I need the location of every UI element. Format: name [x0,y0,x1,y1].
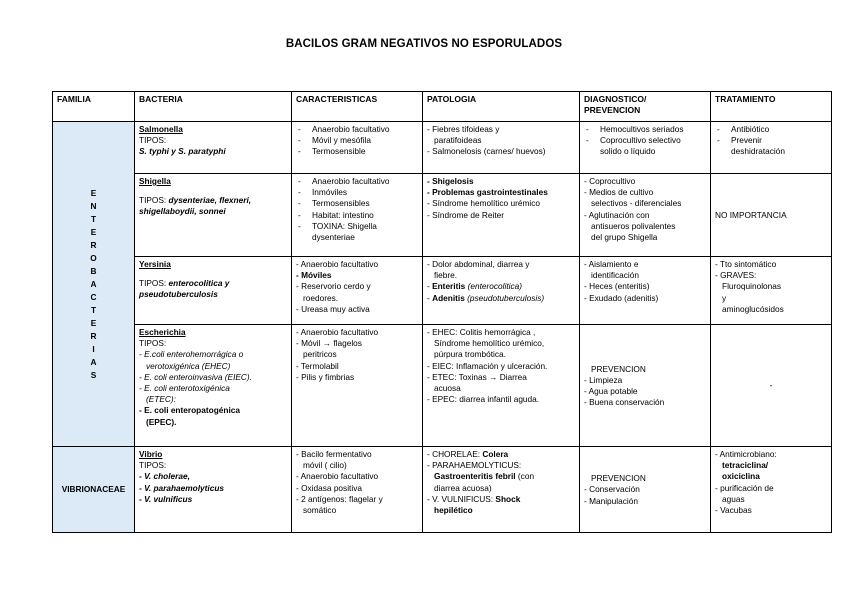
page-title: BACILOS GRAM NEGATIVOS NO ESPORULADOS [285,38,563,50]
pat-shigella: - Shigelosis - Problemas gastrointestinales - Síndrome hemolítico urémico - Síndrome de Reiter [423,174,580,257]
bacteria-table [52,91,832,533]
diag-escherichia: PREVENCION - Limpieza - Agua potable - Buena conservación [580,325,711,447]
bacteria-vibrio: Vibrio TIPOS: - V. cholerae, - V. parahaemolyticus - V. vulnificus [135,447,292,533]
trat-escherichia: - [711,325,832,447]
car-yersinia: - Anaerobio facultativo - Móviles - Reservorio cerdo y roedores. - Ureasa muy activa [292,257,423,325]
header-familia: FAMILIA [53,92,135,122]
row-salmonella [53,122,832,174]
pat-vibrio: - CHORELAE: Colera - PARAHAEMOLYTICUS: Gastroenteritis febril (con diarrea acuosa) - V. VULNIFICUS: Shock hepilético [423,447,580,533]
bacteria-yersinia: Yersinia TIPOS: enterocolitica y pseudotuberculosis [135,257,292,325]
car-salmonella: - Anaerobio facultativo - Móvil y mesófila - Termosensible [292,122,423,174]
header-bacteria: BACTERIA [135,92,292,122]
pat-salmonella: - Fiebres tifoideas y paratifoideas - Salmonelosis (carnes/ huevos) [423,122,580,174]
diag-salmonella: - Hemocultivos seriados - Coprocultivo selectivo solido o líquido [580,122,711,174]
pat-escherichia: - EHEC: Colitis hemorrágica , Síndrome hemolítico urémico, púrpura trombótica. - EIEC: Inflamación y ulceración. - ETEC: Toxinas → Diarrea acuosa - EPEC: diarrea infantil aguda. [423,325,580,447]
header-patologia: PATOLOGIA [423,92,580,122]
row-shigella [53,174,832,257]
trat-salmonella: - Antibiótico - Prevenir deshidratación [711,122,832,174]
header-tratamiento: TRATAMIENTO [711,92,832,122]
pat-yersinia: - Dolor abdominal, diarrea y fiebre. - Enteritis (enterocolitica) - Adenitis (pseudotuberculosis) [423,257,580,325]
diag-vibrio: PREVENCION - Conservación - Manipulación [580,447,711,533]
row-yersinia [53,257,832,325]
trat-vibrio: - Antimicrobiano: tetraciclina/ oxiciclina - purificación de aguas - Vacubas [711,447,832,533]
car-escherichia: - Anaerobio facultativo - Móvil → flagelos peritricos - Termolabil - Pilis y fimbrias [292,325,423,447]
diag-shigella: - Coprocultivo - Medios de cultivo selectivos - diferenciales - Aglutinación con antisueros polivalentes del grupo Shigella [580,174,711,257]
row-escherichia [53,325,832,447]
car-shigella: - Anaerobio facultativo - Inmóviles - Termosensibles - Habitat: intestino - TOXINA: Shigella dysenteriae [292,174,423,257]
diag-yersinia: - Aislamiento e identificación - Heces (enteritis) - Exudado (adenitis) [580,257,711,325]
bacteria-escherichia: Escherichia TIPOS: - E.coli enterohemorrágica o verotoxigénica (EHEC) - E. coli enteroinvasiva (EIEC). - E. coli enterotoxigénica (ETEC): - E. coli enteropatogénica (EPEC). [135,325,292,447]
bacteria-shigella: Shigella TIPOS: dysenteriae, flexneri, shigellaboydii, sonnei [135,174,292,257]
family-enterobacterias: E N T E R O B A C T E R I A S [53,122,135,447]
car-vibrio: - Bacilo fermentativo móvil ( cilio) - Anaerobio facultativo - Oxidasa positiva - 2 antígenos: flagelar y somático [292,447,423,533]
bacteria-salmonella: Salmonella TIPOS: S. typhi y S. paratyphi [135,122,292,174]
header-caracteristicas: CARACTERISTICAS [292,92,423,122]
trat-yersinia: - Tto sintomático - GRAVES: Fluroquinolonas y aminoglucósidos [711,257,832,325]
trat-shigella: NO IMPORTANCIA [711,174,832,257]
family-vibrionaceae: VIBRIONACEAE [53,447,135,533]
header-diagnostico: DIAGNOSTICO/ PREVENCION [580,92,711,122]
row-vibrio [53,447,832,533]
header-row [53,92,832,122]
